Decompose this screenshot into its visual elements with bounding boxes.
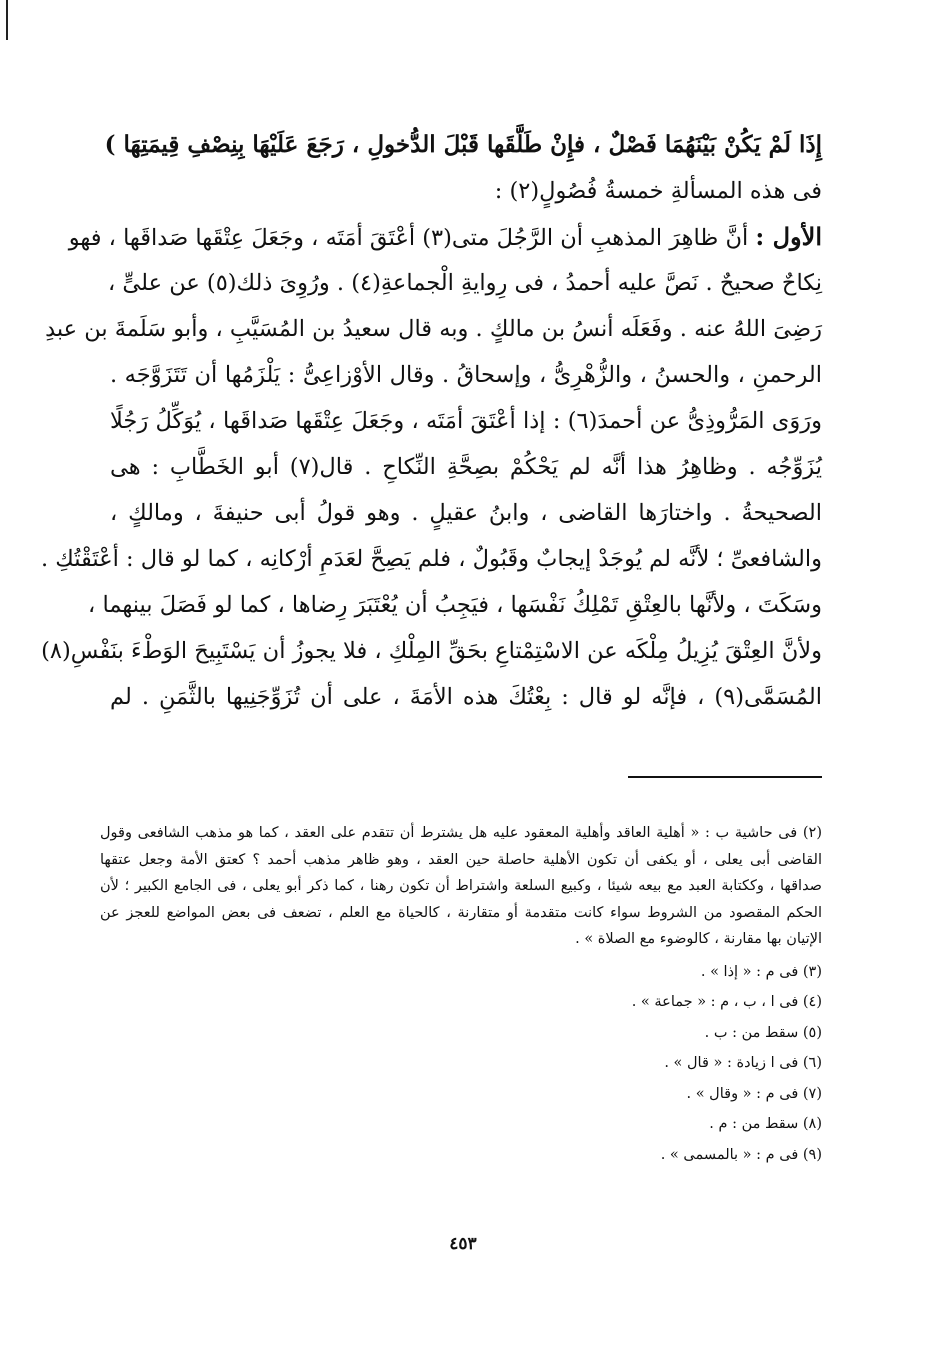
main-line-7: ورَوَى المَرُّوذِىُّ عن أحمدَ(٦) : إذا أعْتَقَ أمَتَه ، وجَعَلَ عِتْقَها صَداقَها ، يُوَكِّلُ رَجُلًا [110,408,822,434]
main-line-1: إِذَا لَمْ يَكُنْ بَيْنَهُمَا فَصْلٌ ، فإِنْ طَلَّقَها قَبْلَ الدُّخولِ ، رَجَعَ عَلَيْهَا بِنِصْفِ قِيمَتِهَا ) [104,131,822,158]
scan-edge-mark [6,0,8,40]
footnote-2-line-4: الحكم المقصود من الشروط سواء كانت متقدمة أو متقارنة ، كالحياة مع العلم ، تضعف فى بعض المواضع للعجز عن [100,904,822,921]
main-line-11: وسَكَتَ ، ولأنَّها بالعِتْقِ تَمْلِكُ نَفْسَها ، فيَجِبُ أن يُعْتَبَرَ رِضاها ، كما لو فَصَلَ بينهما ، [88,592,822,618]
main-text-block [40,122,822,720]
section-lead: الأول : [755,222,822,251]
main-line-12: ولأنَّ العِتْقَ يُزِيلُ مِلْكَه عن الاسْتِمْتاعِ بحَقِّ المِلْكِ ، فلا يجوزُ أن يَسْتَبِيحَ الوَطْءَ بنَفْسِ(٨) [41,638,822,664]
main-line-10: والشافعىِّ ؛ لأنَّه لم يُوجَدْ إيجابٌ وقَبُولٌ ، فلم يَصِحَّ لعَدَمِ أرْكانِه ، كما لو قال : أعْتَقْتُكِ . [40,546,822,572]
main-line-3 [68,214,822,260]
footnote-list [100,957,822,1171]
footnote-2-line-3: صداقها ، وككتابة العبد مع بيعه شيئا ، وكبيع السلعة واشتراط أن تكون رهنا ، كما ذكر أبو يعلى ، فى الجامع الكبير ؛ لأن [100,878,822,894]
footnote-5: (٥) سقط من : ب . [704,1024,822,1041]
footnote-9: (٩) فى م : « بالمسمى » . [660,1146,822,1163]
footnote-2-line-1: (٢) فى حاشية ب : « أهلية العاقد وأهلية المعقود عليه هل يشترط أن تتقدم على العقد ، كما هو مذهب الشافعى وقول [100,825,822,841]
main-line-4: نِكاحٌ صحيحٌ . نَصَّ عليه أحمدُ ، فى رِوايةِ الْجماعةِ(٤) . ورُوِىَ ذلك(٥) عن علىٍّ ، [108,270,822,296]
main-line-8: يُزَوِّجُه . وظاهِرُ هذا أنَّه لم يَحْكُمْ بصِحَّةِ النِّكاحِ . قال(٧) أبو الخَطَّابِ : هى [110,454,822,480]
main-line-5: رَضِىَ اللهُ عنه . وفَعَلَه أنسُ بن مالكٍ . وبه قال سعيدُ بن المُسَيَّبِ ، وأبو سَلَمةَ بن عبدِ [45,316,822,342]
footnote-8: (٨) سقط من : م . [709,1116,822,1132]
main-line-13: المُسَمَّى(٩) ، فإنَّه لو قال : بِعْتُكَ هذه الأمَةَ ، على أن تُزَوِّجَنِيها بالثَّمَنِ . لم [110,684,822,710]
footnote-2-line-2: القاضى أبى يعلى ، أو يكفى أن تكون الأهلية حاصلة حين العقد ، وهو ظاهر مذهب أحمد ؟ كعتق الأمة وجعل عتقها [100,851,822,868]
page-number: ٤٥٣ [449,1234,477,1254]
main-line-9: الصحيحةُ . واختارَها القاضى ، وابنُ عقيلٍ . وهو قولُ أبى حنيفةَ ، ومالكٍ ، [110,500,822,526]
main-line-3-text: أنَّ ظاهِرَ المذهبِ أن الرَّجُلَ متى(٣) أعْتَقَ أمَتَه ، وجَعَلَ عِتْقَها صَداقَها ، فهو [68,225,749,251]
footnote-divider [628,776,822,778]
footnote-6: (٦) فى ا زيادة : « قال » . [664,1055,822,1071]
footnote-2-line-5: الإتيان بها مقارنة ، كالوضوء مع الصلاة » . [575,931,822,947]
footnote-7: (٧) فى م : « وقال » . [686,1085,822,1102]
footnotes-block [100,820,822,1170]
footnote-3: (٣) فى م : « إذا » . [700,963,822,980]
main-line-6: الرحمنِ ، والحسنُ ، والزُّهْرِىُّ ، وإسحاقُ . وقال الأوْزاعِىُّ : يَلْزَمُها أن تَتَزَوَّجَه . [110,362,822,388]
main-line-2: فى هذه المسألةِ خمسةُ فُصُولٍ(٢) : [494,178,822,204]
footnote-4: (٤) فى ا ، ب ، م : « جماعة » . [631,994,822,1010]
